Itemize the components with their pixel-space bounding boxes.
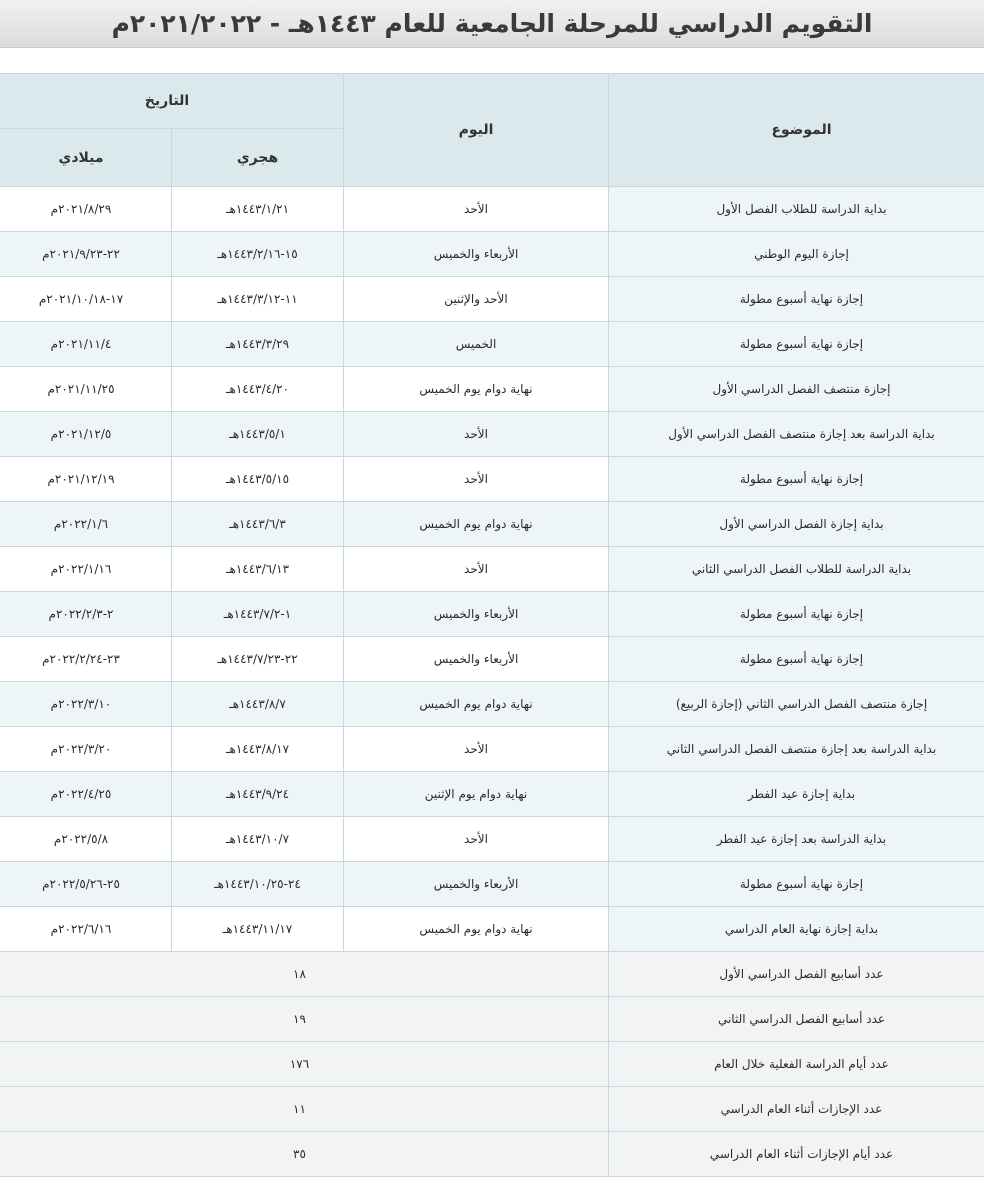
summary-topic: عدد أيام الدراسة الفعلية خلال العام xyxy=(609,1042,984,1087)
cell-day: الأربعاء والخميس xyxy=(344,637,609,682)
table-row xyxy=(0,637,984,682)
table-row xyxy=(0,772,984,817)
cell-topic: إجازة منتصف الفصل الدراسي الثاني (إجازة الربيع) xyxy=(609,682,984,727)
cell-hijri: ٢٢-١٤٤٣/٧/٢٣هـ xyxy=(172,637,344,682)
cell-hijri: ١٤٤٣/٦/٣هـ xyxy=(172,502,344,547)
cell-gregorian: ٢٠٢٢/٣/٢٠م xyxy=(0,727,172,772)
summary-value: ١٧٦ xyxy=(0,1042,609,1087)
cell-topic: إجازة نهاية أسبوع مطولة xyxy=(609,322,984,367)
cell-day: الأحد xyxy=(344,727,609,772)
table-row xyxy=(0,727,984,772)
cell-hijri: ١١-١٤٤٣/٣/١٢هـ xyxy=(172,277,344,322)
cell-topic: بداية إجازة نهاية العام الدراسي xyxy=(609,907,984,952)
table-row xyxy=(0,592,984,637)
cell-gregorian: ٢٠٢١/١١/٢٥م xyxy=(0,367,172,412)
cell-hijri: ١٤٤٣/٩/٢٤هـ xyxy=(172,772,344,817)
cell-gregorian: ٢٠٢١/١٢/٥م xyxy=(0,412,172,457)
summary-value: ١٩ xyxy=(0,997,609,1042)
table-row xyxy=(0,367,984,412)
cell-day: الأربعاء والخميس xyxy=(344,592,609,637)
header-topic: الموضوع xyxy=(609,74,984,187)
cell-day: الأحد xyxy=(344,817,609,862)
cell-day: نهاية دوام يوم الإثنين xyxy=(344,772,609,817)
cell-day: نهاية دوام يوم الخميس xyxy=(344,502,609,547)
academic-calendar-table xyxy=(0,73,984,1177)
table-row xyxy=(0,907,984,952)
cell-topic: بداية الدراسة بعد إجازة منتصف الفصل الدراسي الأول xyxy=(609,412,984,457)
table-row xyxy=(0,862,984,907)
table-row xyxy=(0,322,984,367)
cell-topic: إجازة منتصف الفصل الدراسي الأول xyxy=(609,367,984,412)
table-row xyxy=(0,232,984,277)
cell-topic: بداية إجازة الفصل الدراسي الأول xyxy=(609,502,984,547)
cell-gregorian: ٢٠٢٢/٣/١٠م xyxy=(0,682,172,727)
cell-hijri: ١٤٤٣/٥/١٥هـ xyxy=(172,457,344,502)
cell-gregorian: ٢٠٢٢/١/٦م xyxy=(0,502,172,547)
summary-row xyxy=(0,1087,984,1132)
cell-hijri: ١٤٤٣/١٠/٧هـ xyxy=(172,817,344,862)
summary-topic: عدد الإجازات أثناء العام الدراسي xyxy=(609,1087,984,1132)
summary-value: ٣٥ xyxy=(0,1132,609,1177)
table-row xyxy=(0,547,984,592)
header-day: اليوم xyxy=(344,74,609,187)
cell-topic: إجازة نهاية أسبوع مطولة xyxy=(609,862,984,907)
table-row xyxy=(0,187,984,232)
table-row xyxy=(0,682,984,727)
cell-topic: إجازة نهاية أسبوع مطولة xyxy=(609,277,984,322)
cell-hijri: ١-١٤٤٣/٧/٢هـ xyxy=(172,592,344,637)
cell-day: الأحد xyxy=(344,547,609,592)
cell-topic: بداية الدراسة بعد إجازة منتصف الفصل الدراسي الثاني xyxy=(609,727,984,772)
page-title: التقويم الدراسي للمرحلة الجامعية للعام ١٤٤٣هـ - ٢٠٢١/٢٠٢٢م xyxy=(111,9,873,38)
cell-topic: بداية إجازة عيد الفطر xyxy=(609,772,984,817)
cell-gregorian: ٢-٢٠٢٢/٢/٣م xyxy=(0,592,172,637)
table-row xyxy=(0,457,984,502)
cell-hijri: ١٤٤٣/٣/٢٩هـ xyxy=(172,322,344,367)
summary-row xyxy=(0,952,984,997)
header-date: التاريخ xyxy=(0,74,344,129)
header-gregorian: ميلادي xyxy=(0,129,172,187)
cell-day: الأربعاء والخميس xyxy=(344,232,609,277)
cell-topic: إجازة اليوم الوطني xyxy=(609,232,984,277)
summary-value: ١١ xyxy=(0,1087,609,1132)
cell-day: نهاية دوام يوم الخميس xyxy=(344,682,609,727)
cell-day: الأحد xyxy=(344,457,609,502)
cell-day: الخميس xyxy=(344,322,609,367)
cell-gregorian: ٢٢-٢٠٢١/٩/٢٣م xyxy=(0,232,172,277)
table-row xyxy=(0,412,984,457)
summary-topic: عدد أسابيع الفصل الدراسي الثاني xyxy=(609,997,984,1042)
cell-topic: بداية الدراسة للطلاب الفصل الأول xyxy=(609,187,984,232)
cell-topic: إجازة نهاية أسبوع مطولة xyxy=(609,592,984,637)
summary-topic: عدد أسابيع الفصل الدراسي الأول xyxy=(609,952,984,997)
cell-day: الأحد xyxy=(344,412,609,457)
cell-gregorian: ٢٠٢٢/٤/٢٥م xyxy=(0,772,172,817)
table-body xyxy=(0,187,984,1177)
cell-day: نهاية دوام يوم الخميس xyxy=(344,367,609,412)
summary-row xyxy=(0,1042,984,1087)
summary-row xyxy=(0,997,984,1042)
cell-day: الأحد xyxy=(344,187,609,232)
cell-topic: بداية الدراسة للطلاب الفصل الدراسي الثاني xyxy=(609,547,984,592)
cell-hijri: ١٤٤٣/٤/٢٠هـ xyxy=(172,367,344,412)
cell-gregorian: ١٧-٢٠٢١/١٠/١٨م xyxy=(0,277,172,322)
cell-hijri: ١٤٤٣/١١/١٧هـ xyxy=(172,907,344,952)
cell-day: نهاية دوام يوم الخميس xyxy=(344,907,609,952)
cell-day: الأربعاء والخميس xyxy=(344,862,609,907)
summary-value: ١٨ xyxy=(0,952,609,997)
cell-gregorian: ٢٥-٢٠٢٢/٥/٢٦م xyxy=(0,862,172,907)
table-row xyxy=(0,817,984,862)
cell-hijri: ١٤٤٣/٦/١٣هـ xyxy=(172,547,344,592)
header-hijri: هجري xyxy=(172,129,344,187)
title-bar xyxy=(0,0,984,48)
cell-gregorian: ٢٠٢٢/٦/١٦م xyxy=(0,907,172,952)
table-row xyxy=(0,502,984,547)
cell-gregorian: ٢٠٢١/٨/٢٩م xyxy=(0,187,172,232)
cell-topic: إجازة نهاية أسبوع مطولة xyxy=(609,637,984,682)
cell-gregorian: ٢٠٢٢/٥/٨م xyxy=(0,817,172,862)
table-row xyxy=(0,277,984,322)
cell-gregorian: ٢٠٢١/١١/٤م xyxy=(0,322,172,367)
cell-gregorian: ٢٣-٢٠٢٢/٢/٢٤م xyxy=(0,637,172,682)
cell-topic: بداية الدراسة بعد إجازة عيد الفطر xyxy=(609,817,984,862)
summary-row xyxy=(0,1132,984,1177)
cell-hijri: ١٤٤٣/٥/١هـ xyxy=(172,412,344,457)
cell-hijri: ١٤٤٣/٨/٧هـ xyxy=(172,682,344,727)
cell-gregorian: ٢٠٢٢/١/١٦م xyxy=(0,547,172,592)
cell-day: الأحد والإثنين xyxy=(344,277,609,322)
cell-hijri: ١٤٤٣/١/٢١هـ xyxy=(172,187,344,232)
cell-hijri: ١٤٤٣/٨/١٧هـ xyxy=(172,727,344,772)
cell-hijri: ٢٤-١٤٤٣/١٠/٢٥هـ xyxy=(172,862,344,907)
cell-hijri: ١٥-١٤٤٣/٢/١٦هـ xyxy=(172,232,344,277)
summary-topic: عدد أيام الإجازات أثناء العام الدراسي xyxy=(609,1132,984,1177)
cell-gregorian: ٢٠٢١/١٢/١٩م xyxy=(0,457,172,502)
cell-topic: إجازة نهاية أسبوع مطولة xyxy=(609,457,984,502)
